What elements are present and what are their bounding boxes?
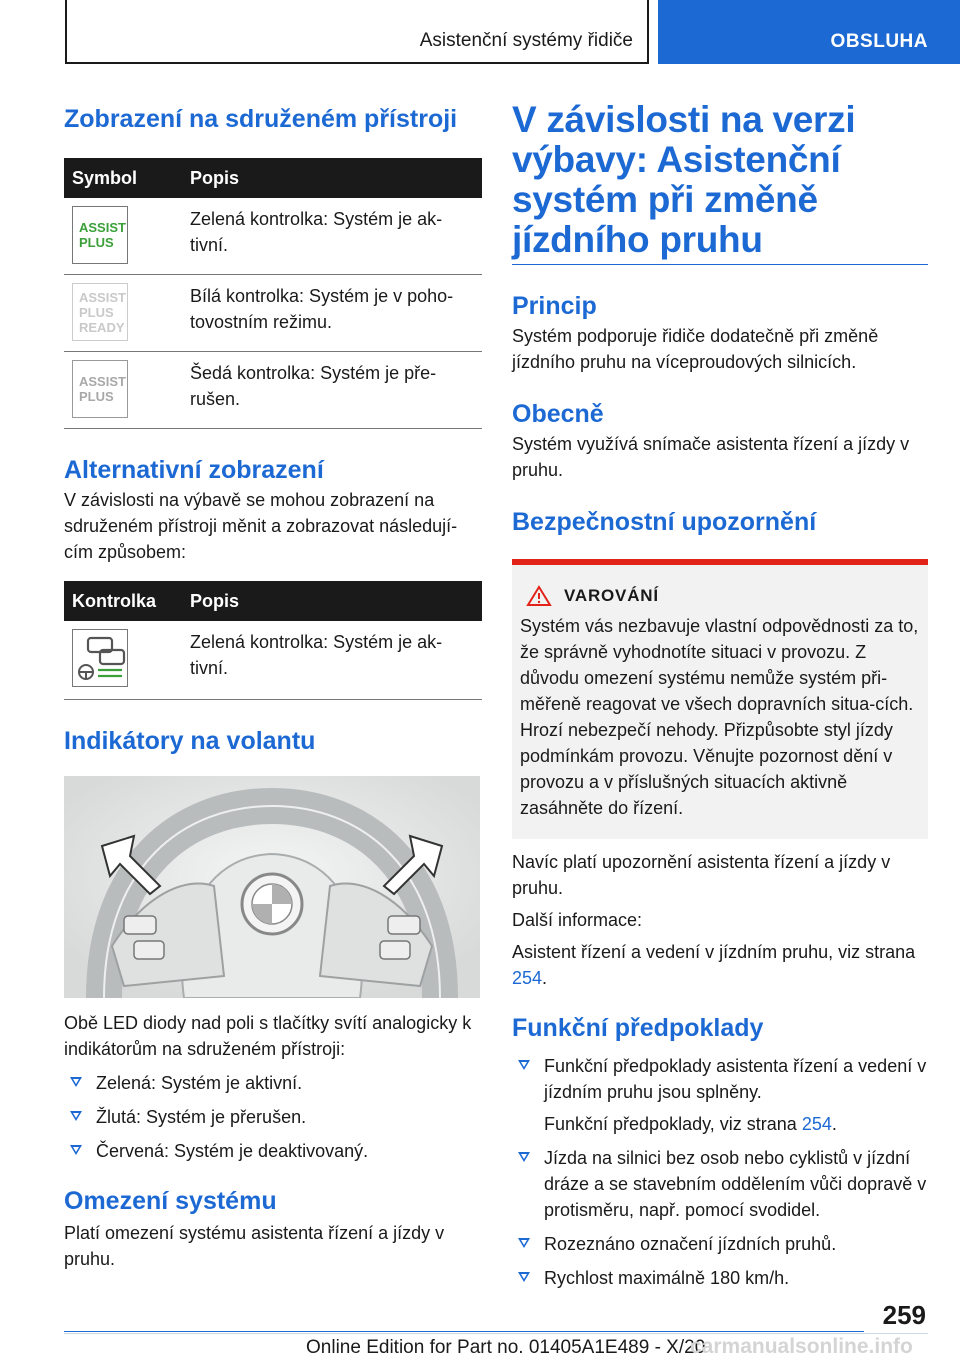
section-title: OBSLUHA — [830, 31, 928, 52]
list-item: Červená: Systém je deaktivovaný. — [64, 1138, 482, 1164]
table-header-description: Popis — [182, 581, 482, 621]
more-info-label: Další informace: — [512, 910, 643, 930]
table-row — [64, 352, 482, 429]
triangle-bullet-icon — [518, 1060, 530, 1070]
chapter-box — [65, 0, 649, 64]
page-link[interactable]: 254 — [801, 1114, 832, 1134]
steering-wheel-heading: Indikátory na volantu — [64, 727, 316, 755]
page-header — [0, 0, 960, 66]
prerequisites-heading: Funkční předpoklady — [512, 1014, 764, 1042]
right-column — [512, 100, 928, 1299]
table-header-description: Popis — [182, 158, 482, 198]
chapter-title: Asistenční systémy řidiče — [419, 30, 633, 51]
warning-title: VAROVÁNÍ — [520, 585, 920, 607]
table-row — [64, 198, 482, 275]
triangle-bullet-icon — [518, 1272, 530, 1282]
lane-change-cars-icon — [72, 629, 128, 687]
system-limits-text: Platí omezení systému asistenta řízení a jízdy v pruhu. — [64, 1223, 445, 1269]
section-tab[interactable] — [658, 0, 960, 64]
watermark: carmanualsonline.info — [690, 1335, 913, 1358]
table-header-symbol: Symbol — [64, 158, 182, 198]
table-cell-description: Šedá kontrolka: Systém je pře-rušen. — [182, 352, 482, 429]
principle-text: Systém podporuje řidiče dodatečně při změně jízdního pruhu na víceproudových silnicích. — [512, 326, 879, 372]
warning-box — [512, 559, 928, 839]
page-link[interactable]: 254 — [512, 968, 543, 988]
steering-wheel-image — [64, 776, 480, 998]
footer-divider — [64, 1331, 864, 1332]
triangle-bullet-icon — [518, 1238, 530, 1248]
assist-plus-grey-icon: ASSIST PLUS — [72, 360, 128, 418]
alternative-display-heading: Alternativní zobrazení — [64, 456, 324, 484]
list-item: Funkční předpoklady asistenta řízení a vedení v jízdním pruhu jsou splněny. Funkční předpoklady, viz strana 254. — [512, 1053, 928, 1137]
prerequisites-list — [512, 1053, 928, 1291]
table-cell-description: Bílá kontrolka: Systém je v poho-tovostním režimu. — [182, 275, 482, 352]
led-color-list — [64, 1070, 482, 1164]
triangle-bullet-icon — [70, 1145, 82, 1155]
assist-plus-ready-white-icon: ASSIST PLUS READY — [72, 283, 128, 341]
warning-triangle-icon — [526, 585, 552, 607]
table-header-indicator: Kontrolka — [64, 581, 182, 621]
general-heading: Obecně — [512, 400, 604, 428]
table-cell-description: Zelená kontrolka: Systém je ak-tivní. — [182, 198, 482, 275]
reference-text: Asistent řízení a vedení v jízdním pruhu, viz strana 254. — [512, 942, 916, 988]
list-item: Jízda na silnici bez osob nebo cyklistů v jízdní dráze a se stavebním oddělením vůči dopravě v protisměru, např. pomocí svodidel. — [512, 1145, 928, 1223]
footer-divider-light — [64, 1333, 928, 1334]
alternative-display-text: V závislosti na výbavě se mohou zobrazení na sdruženém přístroji měnit a zobrazovat následují-cím způsobem: — [64, 490, 458, 562]
page-number: 259 — [882, 1300, 926, 1330]
principle-heading: Princip — [512, 292, 597, 320]
cluster-heading: Zobrazení na sdruženém přístroji — [64, 105, 458, 133]
triangle-bullet-icon — [70, 1111, 82, 1121]
list-item: Rozeznáno označení jízdních pruhů. — [512, 1231, 928, 1257]
safety-heading: Bezpečnostní upozornění — [512, 508, 817, 536]
main-heading: V závislosti na verzi výbavy: Asistenční systém při změně jízdního pruhu — [512, 100, 928, 265]
system-limits-heading: Omezení systému — [64, 1187, 277, 1215]
left-column — [64, 100, 482, 1272]
indicator-table — [64, 581, 482, 700]
general-text: Systém využívá snímače asistenta řízení a jízdy v pruhu. — [512, 434, 910, 480]
list-item: Zelená: Systém je aktivní. — [64, 1070, 482, 1096]
triangle-bullet-icon — [70, 1077, 82, 1087]
table-row — [64, 275, 482, 352]
list-item: Rychlost maximálně 180 km/h. — [512, 1265, 928, 1291]
assist-plus-green-icon: ASSIST PLUS — [72, 206, 128, 264]
edition-text: Online Edition for Part no. 01405A1E489 - X/20 — [306, 1337, 706, 1358]
steering-wheel-text: Obě LED diody nad poli s tlačítky svítí analogicky k indikátorům na sdruženém přístroji: — [64, 1013, 472, 1059]
table-cell-description: Zelená kontrolka: Systém je ak-tivní. — [182, 621, 482, 700]
symbol-table — [64, 158, 482, 429]
list-item: Žlutá: Systém je přerušen. — [64, 1104, 482, 1130]
warning-text: Systém vás nezbavuje vlastní odpovědnosti za to, že správně vyhodnotíte situaci v provozu. Z důvodu omezení systému nemůže systém při-měřeně reagovat ve všech dopravních situa-cích. Hrozí nebezpečí nehody. Přizpůsobte styl jízdy podmínkám provozu. Věnujte pozornost dění v provozu a v příslušných situacích aktivně zasáhněte do řízení. — [520, 616, 919, 818]
table-row — [64, 621, 482, 700]
triangle-bullet-icon — [518, 1152, 530, 1162]
extra-warning-text: Navíc platí upozornění asistenta řízení a jízdy v pruhu. — [512, 852, 891, 898]
